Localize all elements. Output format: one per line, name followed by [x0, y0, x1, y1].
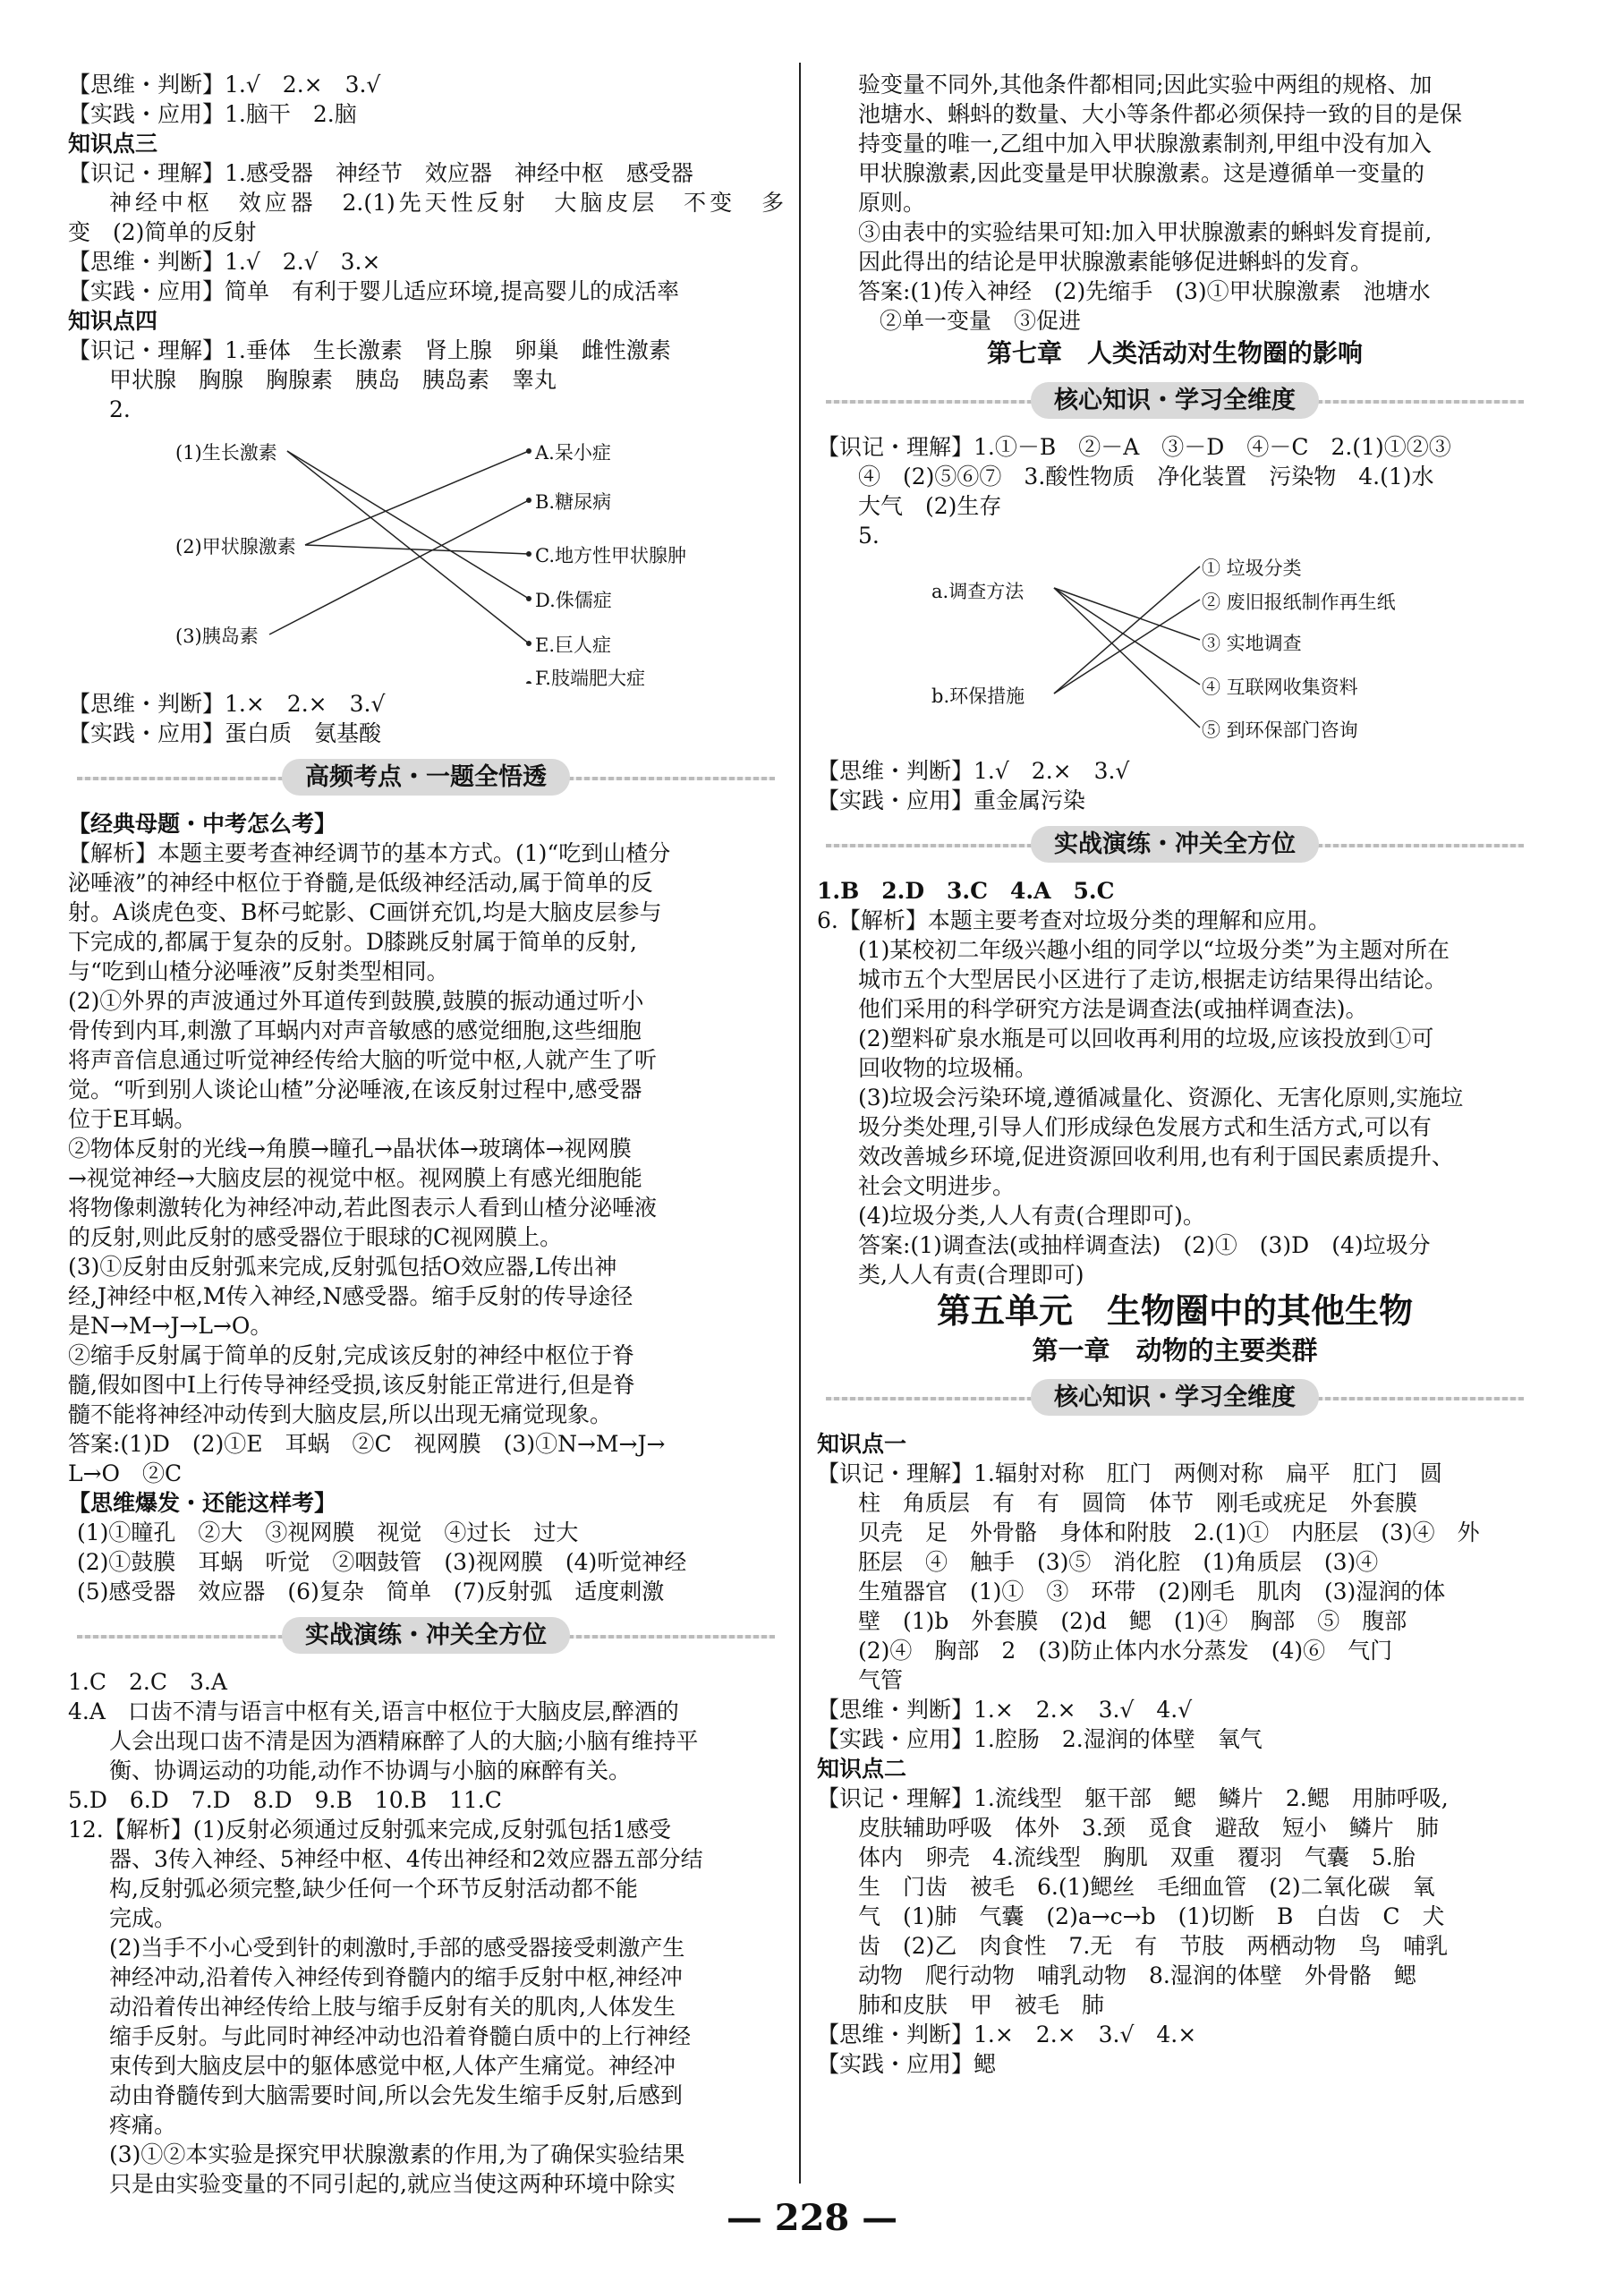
section-heading: 知识点四 — [68, 308, 158, 334]
text-line: (2)①鼓膜 耳蜗 听觉 ②咽鼓管 (3)视网膜 (4)听觉神经 — [77, 1549, 687, 1575]
text-line: 缩手反射。与此同时神经冲动也沿着脊髓白质中的上行神经 — [109, 2023, 692, 2049]
answer-line: 【实践・应用】1.腔肠 2.湿润的体壁 氧气 — [817, 1726, 1263, 1752]
matching-lines — [817, 550, 1533, 756]
text-line: (2)④ 胸部 2 (3)防止体内水分蒸发 (4)⑥ 气门 — [858, 1638, 1393, 1664]
text-line: 泌唾液”的神经中枢位于脊髓,是低级神经活动,属于简单的反 — [68, 870, 653, 896]
text-line: 壁 (1)b 外套膜 (2)d 鳃 (1)④ 胸部 ⑤ 腹部 — [858, 1608, 1407, 1634]
diagram-label: ⑤ 到环保部门咨询 — [1202, 719, 1358, 741]
chapter7-answers — [817, 432, 1533, 550]
section-banner — [817, 379, 1533, 423]
text-line: 下完成的,都属于复杂的反射。D膝跳反射属于简单的反射, — [68, 929, 637, 955]
text-line: ④ (2)⑤⑥⑦ 3.酸性物质 净化装置 污染物 4.(1)水 — [858, 464, 1434, 489]
diagram-label: (2)甲状腺激素 — [175, 536, 296, 558]
banner-title: 实战演练・冲关全方位 — [1031, 826, 1319, 863]
text-line: 器、3传入神经、5神经中枢、4传出神经和2效应器五部分结 — [109, 1846, 703, 1872]
text-line: 贝壳 足 外骨骼 身体和附肢 2.(1)① 内胚层 (3)④ 外 — [858, 1520, 1480, 1545]
left-column — [68, 70, 784, 2199]
right-column — [817, 70, 1533, 2079]
match-dot — [526, 596, 531, 601]
answer-line: 【实践・应用】简单 有利于婴儿适应环境,提高婴儿的成活率 — [68, 278, 679, 304]
answer-line: 【思维・判断】1.√ 2.× 3.√ — [68, 72, 381, 98]
match-line — [305, 545, 529, 554]
match-line — [1054, 566, 1200, 694]
text-line: 构,反射弧必须完整,缺少任何一个环节反射活动都不能 — [109, 1876, 638, 1902]
text-line: (3)①反射由反射弧来完成,反射弧包括O效应器,L传出神 — [68, 1254, 617, 1280]
match-dot — [526, 498, 531, 503]
text-line: 效改善城乡环境,促进资源回收利用,也有利于国民素质提升、 — [858, 1144, 1454, 1170]
diagram-label: (1)生长激素 — [175, 442, 277, 464]
text-line: 只是由实验变量的不同引起的,就应当使这两种环境中除实 — [109, 2171, 676, 2197]
text-line: 验变量不同外,其他条件都相同;因此实验中两组的规格、加 — [858, 72, 1433, 98]
text-line: 城市五个大型居民小区进行了走访,根据走访结果得出结论。 — [858, 966, 1447, 992]
diagram-label: b.环保措施 — [931, 685, 1025, 707]
section-banner — [817, 822, 1533, 867]
diagram-label: F.肢端肥大症 — [535, 668, 645, 689]
text-line: 答案:(1)D (2)①E 耳蜗 ②C 视网膜 (3)①N→M→J→ — [68, 1431, 666, 1457]
text-line: 柱 角质层 有 有 圆筒 体节 刚毛或疣足 外套膜 — [858, 1490, 1418, 1516]
text-line: 类,人人有责(合理即可) — [858, 1262, 1084, 1288]
kp1-answers — [817, 1459, 1533, 1695]
section-heading: 知识点一 — [817, 1431, 907, 1457]
text-line: 将物像刺激转化为神经冲动,若此图表示人看到山楂分泌唾液 — [68, 1195, 657, 1221]
text-line: 回收物的垃圾桶。 — [858, 1055, 1038, 1081]
text-line: 【识记・理解】1.辐射对称 肛门 两侧对称 扁平 肛门 圆 — [817, 1460, 1442, 1486]
text-line: 完成。 — [109, 1905, 177, 1931]
match-dot — [526, 448, 531, 454]
banner-title: 核心知识・学习全维度 — [1031, 382, 1319, 419]
text-line: 动沿着传出神经传给上肢与缩手反射有关的肌肉,人体发生 — [109, 1994, 676, 2020]
text-line: 的反射,则此反射的感受器位于眼球的C视网膜上。 — [68, 1224, 563, 1250]
text-line: ②缩手反射属于简单的反射,完成该反射的神经中枢位于脊 — [68, 1342, 634, 1368]
match-line — [1054, 588, 1200, 685]
analysis-para-5 — [68, 1341, 784, 1429]
section-banner — [68, 1613, 784, 1658]
hormone-matching-diagram — [68, 424, 784, 689]
text-line: 社会文明进步。 — [858, 1173, 1016, 1199]
match-dot — [526, 681, 531, 684]
diagram-label: ① 垃圾分类 — [1202, 558, 1302, 579]
text-line: ②单一变量 ③促进 — [880, 308, 1082, 334]
diagram-label: A.呆小症 — [535, 442, 611, 464]
subheading: 【思维爆发・还能这样考】 — [68, 1490, 337, 1516]
text-line: (2)塑料矿泉水瓶是可以回收再利用的垃圾,应该投放到①可 — [858, 1026, 1434, 1051]
text-line: (1)①瞳孔 ②大 ③视网膜 视觉 ④过长 过大 — [77, 1520, 579, 1545]
text-line: 皮肤辅助呼吸 体外 3.颈 觅食 避敌 短小 鳞片 肺 — [858, 1815, 1439, 1841]
text-line: 原则。 — [858, 190, 926, 216]
answer-line: 【思维・判断】1.√ 2.× 3.√ — [817, 758, 1130, 784]
text-line: 神经冲动,沿着传入神经传到脊髓内的缩手反射中枢,神经冲 — [109, 1964, 683, 1990]
text-line: (5)感受器 效应器 (6)复杂 简单 (7)反射弧 适度刺激 — [77, 1579, 665, 1605]
environment-matching-diagram — [817, 550, 1533, 756]
section-heading: 知识点二 — [817, 1756, 907, 1782]
answer-line: 【思维・判断】1.× 2.× 3.√ 4.√ — [817, 1697, 1193, 1723]
match-line — [269, 500, 529, 634]
diagram-label: ② 废旧报纸制作再生纸 — [1202, 592, 1396, 613]
text-line: L→O ②C — [68, 1460, 183, 1486]
text-line: (3)垃圾会污染环境,遵循减量化、资源化、无害化原则,实施垃 — [858, 1085, 1464, 1111]
section-banner — [817, 1375, 1533, 1420]
text-line: 大气 (2)生存 — [858, 493, 1002, 519]
text-line: 甲状腺激素,因此变量是甲状腺激素。这是遵循单一变量的 — [858, 160, 1424, 186]
column-divider — [799, 63, 801, 2184]
diagram-label: E.巨人症 — [535, 634, 612, 656]
text-line: 髓,假如图中I上行传导神经受损,该反射能正常进行,但是脊 — [68, 1372, 635, 1398]
analysis-para-4 — [68, 1252, 784, 1341]
text-line: (3)①②本实验是探究甲状腺激素的作用,为了确保实验结果 — [109, 2141, 685, 2167]
answer-line: 【思维・判断】1.× 2.× 3.√ — [68, 691, 386, 717]
answer-line: 神经中枢 效应器 2.(1)先天性反射 大脑皮层 不变 多 — [109, 190, 784, 216]
answer-line: 2. — [109, 396, 131, 422]
text-line: 【解析】本题主要考查神经调节的基本方式。(1)“吃到山楂分 — [68, 840, 671, 866]
text-line: (1)某校初二年级兴趣小组的同学以“垃圾分类”为主题对所在 — [858, 937, 1450, 963]
match-line — [1054, 588, 1200, 728]
text-line: 骨传到内耳,刺激了耳蜗内对声音敏感的感觉细胞,这些细胞 — [68, 1017, 642, 1043]
text-line: 束传到大脑皮层中的躯体感觉中枢,人体产生痛觉。神经冲 — [109, 2053, 676, 2079]
analysis-para-2 — [68, 986, 784, 1134]
match-dot — [526, 551, 531, 557]
answer-line: 【实践・应用】蛋白质 氨基酸 — [68, 720, 382, 746]
subheading: 【经典母题・中考怎么考】 — [68, 811, 337, 837]
text-line: 持变量的唯一,乙组中加入甲状腺激素制剂,甲组中没有加入 — [858, 131, 1432, 157]
answer-line: 【识记・理解】1.感受器 神经节 效应器 神经中枢 感受器 — [68, 160, 693, 186]
match-line — [287, 451, 529, 643]
text-line: 位于E耳蜗。 — [68, 1106, 197, 1132]
answer-line: 变 (2)简单的反射 — [68, 219, 257, 245]
page-number: — 228 — — [726, 2197, 898, 2239]
text-line: 12.【解析】(1)反射必须通过反射弧来完成,反射弧包括1感受 — [68, 1817, 672, 1843]
text-line: 体内 卵壳 4.流线型 胸肌 双重 覆羽 气囊 5.胎 — [858, 1844, 1416, 1870]
text-line: 因此得出的结论是甲状腺激素能够促进蝌蚪的发育。 — [858, 249, 1373, 275]
section-banner — [68, 755, 784, 800]
text-line: 将声音信息通过听觉神经传给大脑的听觉中枢,人就产生了听 — [68, 1047, 657, 1073]
text-line: 【识记・理解】1.流线型 躯干部 鳃 鳞片 2.鳃 用肺呼吸, — [817, 1785, 1449, 1811]
answer-line: 甲状腺 胸腺 胸腺素 胰岛 胰岛素 睾丸 — [109, 367, 557, 393]
text-line: 答案:(1)调查法(或抽样调查法) (2)① (3)D (4)垃圾分 — [858, 1232, 1431, 1258]
diagram-label: B.糖尿病 — [535, 491, 612, 513]
diagram-label: a.调查方法 — [931, 581, 1025, 602]
text-line: 与“吃到山楂分泌唾液”反射类型相同。 — [68, 958, 449, 984]
answer-line: 【思维・判断】1.× 2.× 3.√ 4.× — [817, 2022, 1197, 2047]
text-line: 胚层 ④ 触手 (3)⑤ 消化腔 (1)角质层 (3)④ — [858, 1549, 1379, 1575]
text-line: 他们采用的科学研究方法是调查法(或抽样调查法)。 — [858, 996, 1368, 1022]
text-line: 4.A 口齿不清与语言中枢有关,语言中枢位于大脑皮层,醉酒的 — [68, 1698, 679, 1724]
answer-line: 【思维・判断】1.√ 2.√ 3.× — [68, 249, 381, 275]
answer-line: 【实践・应用】重金属污染 — [817, 787, 1086, 813]
answer-line: 1.C 2.C 3.A — [68, 1669, 227, 1695]
text-line: 5. — [858, 523, 880, 549]
answer-line: 1.B 2.D 3.C 4.A 5.C — [817, 878, 1115, 904]
text-line: 是N→M→J→L→O。 — [68, 1313, 273, 1339]
chapter-title: 第一章 动物的主要类群 — [1032, 1335, 1318, 1366]
kp2-answers — [817, 1783, 1533, 2020]
text-line: 生殖器官 (1)① ③ 环带 (2)刚毛 肌肉 (3)湿润的体 — [858, 1579, 1446, 1605]
text-line: 肺和皮肤 甲 被毛 肺 — [858, 1992, 1105, 2018]
banner-title: 实战演练・冲关全方位 — [282, 1617, 570, 1654]
text-line: 气管 — [858, 1667, 904, 1693]
answer-line: 【实践・应用】1.脑干 2.脑 — [68, 101, 357, 127]
diagram-label: D.侏儒症 — [535, 590, 612, 611]
analysis-para-1 — [68, 839, 784, 986]
text-line: 髓不能将神经冲动传到大脑皮层,所以出现无痛觉现象。 — [68, 1401, 612, 1427]
text-line: →视觉神经→大脑皮层的视觉中枢。视网膜上有感光细胞能 — [68, 1165, 642, 1191]
text-line: 6.【解析】本题主要考查对垃圾分类的理解和应用。 — [817, 907, 1331, 933]
match-line — [287, 451, 529, 599]
question-12 — [68, 1815, 784, 2199]
question-6 — [817, 906, 1533, 1290]
text-line: 人会出现口齿不清是因为酒精麻醉了人的大脑;小脑有维持平 — [109, 1728, 699, 1754]
text-line: 觉。“听到别人谈论山楂”分泌唾液,在该反射过程中,感受器 — [68, 1077, 642, 1102]
answer-line: 5.D 6.D 7.D 8.D 9.B 10.B 11.C — [68, 1787, 502, 1813]
answer-line: 【识记・理解】1.垂体 生长激素 肾上腺 卵巢 雌性激素 — [68, 337, 671, 363]
text-line: (2)①外界的声波通过外耳道传到鼓膜,鼓膜的振动通过听小 — [68, 988, 644, 1014]
text-line: 【识记・理解】1.①－B ②－A ③－D ④－C 2.(1)①②③ — [817, 434, 1451, 460]
section-heading: 知识点三 — [68, 131, 158, 157]
text-line: 动物 爬行动物 哺乳动物 8.湿润的体壁 外骨骼 鳃 — [858, 1962, 1416, 1988]
match-dot — [526, 641, 531, 646]
answer-block — [68, 1429, 784, 1488]
text-line: 池塘水、蝌蚪的数量、大小等条件都必须保持一致的目的是保 — [858, 101, 1463, 127]
chapter-title: 第七章 人类活动对生物圈的影响 — [986, 338, 1363, 368]
analysis-para-3 — [68, 1134, 784, 1252]
text-line: 气 (1)肺 气囊 (2)a→c→b (1)切断 B 白齿 C 犬 — [858, 1903, 1445, 1929]
diagram-label: ④ 互联网收集资料 — [1202, 677, 1358, 698]
burst-answers — [68, 1518, 784, 1606]
text-line: 答案:(1)传入神经 (2)先缩手 (3)①甲状腺激素 池塘水 — [858, 278, 1431, 304]
text-line: (4)垃圾分类,人人有责(合理即可)。 — [858, 1203, 1205, 1229]
text-line: 经,J神经中枢,M传入神经,N感受器。缩手反射的传导途径 — [68, 1283, 633, 1309]
text-line: 生 门齿 被毛 6.(1)鳃丝 毛细血管 (2)二氧化碳 氧 — [858, 1874, 1435, 1900]
continued-analysis — [817, 70, 1533, 336]
text-line: 疼痛。 — [109, 2112, 177, 2138]
answer-line: 【实践・应用】鳃 — [817, 2051, 997, 2077]
diagram-label: C.地方性甲状腺肿 — [535, 545, 686, 566]
text-line: 衡、协调运动的功能,动作不协调与小脑的麻醉有关。 — [109, 1758, 631, 1783]
text-line: (2)当手不小心受到针的刺激时,手部的感受器接受刺激产生 — [109, 1935, 685, 1961]
diagram-label: ③ 实地调查 — [1202, 633, 1302, 654]
banner-title: 高频考点・一题全悟透 — [282, 759, 570, 796]
banner-title: 核心知识・学习全维度 — [1031, 1379, 1319, 1416]
text-line: 射。A谈虎色变、B杯弓蛇影、C画饼充饥,均是大脑皮层参与 — [68, 899, 662, 925]
unit-title: 第五单元 生物圈中的其他生物 — [936, 1291, 1413, 1331]
text-line: 圾分类处理,引导人们形成绿色发展方式和生活方式,可以有 — [858, 1114, 1432, 1140]
question-4 — [68, 1697, 784, 1785]
text-line: 动由脊髓传到大脑需要时间,所以会先发生缩手反射,后感到 — [109, 2082, 683, 2108]
text-line: ②物体反射的光线→角膜→瞳孔→晶状体→玻璃体→视网膜 — [68, 1136, 632, 1162]
diagram-label: (3)胰岛素 — [175, 626, 259, 647]
text-line: ③由表中的实验结果可知:加入甲状腺激素的蝌蚪发育提前, — [858, 219, 1433, 245]
text-line: 齿 (2)乙 肉食性 7.无 有 节肢 两栖动物 鸟 哺乳 — [858, 1933, 1449, 1959]
